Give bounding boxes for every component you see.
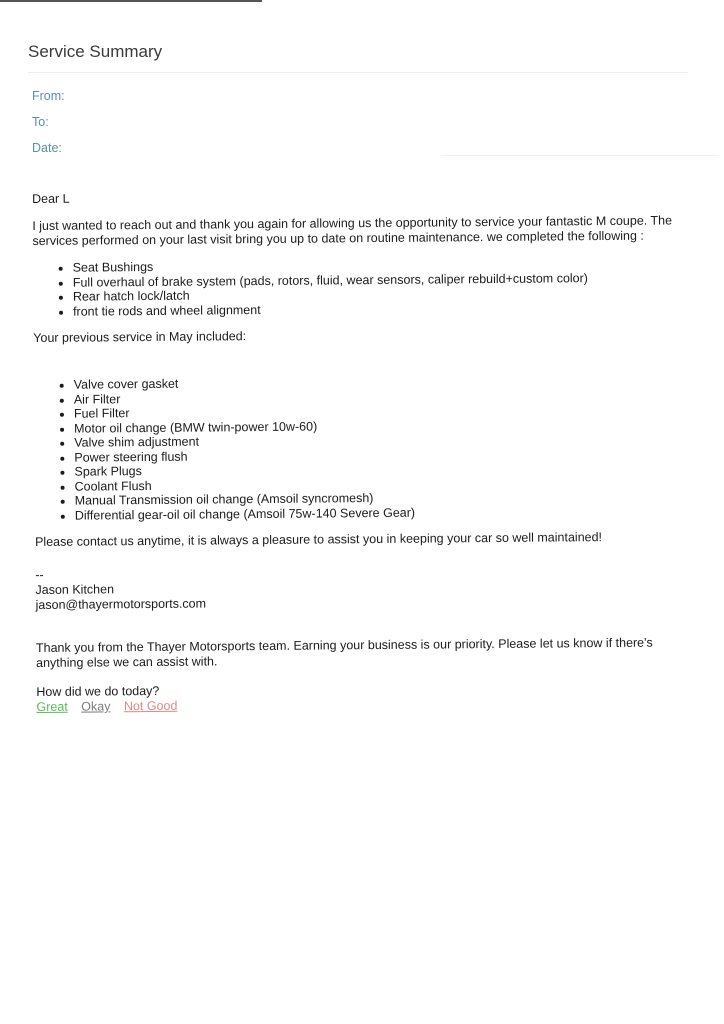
closing-paragraph: Thank you from the Thayer Motorsports team. Earning your business is our priority. Please let us know if there's anything else we can assist with. <box>35 635 653 670</box>
list-item: • Rear hatch lock/latch <box>73 284 693 304</box>
rating-question: How did we do today? <box>36 683 160 699</box>
list-item: • Valve shim adjustment <box>74 430 694 450</box>
to-field <box>32 114 688 140</box>
letter-body <box>32 186 697 715</box>
top-rule <box>0 0 262 2</box>
previous-intro: Your previous service in May included: <box>33 329 247 345</box>
rating-great-link[interactable]: Great <box>36 699 68 714</box>
signature-email: jason@thayermotorsports.com <box>35 596 207 612</box>
header <box>28 42 688 73</box>
rating-okay-link[interactable]: Okay <box>81 699 111 714</box>
from-label: From: <box>32 89 65 103</box>
previous-services-list <box>34 372 695 523</box>
list-item: • Power steering flush <box>74 445 694 465</box>
rating-not-good-link[interactable]: Not Good <box>123 698 178 714</box>
list-item: • Coolant Flush <box>75 474 695 494</box>
date-field <box>32 140 688 166</box>
title-divider <box>28 72 688 73</box>
to-label: To: <box>32 115 49 129</box>
list-item: • Motor oil change (BMW twin-power 10w-60) <box>74 416 694 436</box>
meta-fields <box>32 88 688 166</box>
meta-divider <box>442 155 718 156</box>
list-item: • Seat Bushings <box>73 255 693 275</box>
greeting: Dear L <box>32 191 70 206</box>
list-item: • Spark Plugs <box>74 459 694 479</box>
list-item: • Valve cover gasket <box>74 372 694 392</box>
list-item: • Full overhaul of brake system (pads, rotors, fluid, wear sensors, caliper rebuild+custom color) <box>73 270 693 290</box>
list-item: • Differential gear-oil oil change (Amsoil 75w-140 Severe Gear) <box>75 503 695 523</box>
date-label: Date: <box>32 141 62 155</box>
from-field <box>32 88 688 114</box>
page-title: Service Summary <box>28 42 163 61</box>
list-item: • Fuel Filter <box>74 401 694 421</box>
contact-line: Please contact us anytime, it is always a pleasure to assist you in keeping your car so well maintained! <box>34 530 603 549</box>
signature-block <box>35 562 695 613</box>
signature-name: Jason Kitchen <box>35 582 115 597</box>
list-item: • front tie rods and wheel alignment <box>73 299 693 319</box>
signature-dashes: -- <box>35 567 44 582</box>
intro-paragraph: I just wanted to reach out and thank you again for allowing us the opportunity to service your fantastic M coupe. The services performed on your last visit bring you up to date on routine maintenance. we completed the following : <box>32 213 673 248</box>
list-item: • Air Filter <box>74 387 694 407</box>
recent-services-list <box>33 255 693 319</box>
list-item: • Manual Transmission oil change (Amsoil syncromesh) <box>75 488 695 508</box>
